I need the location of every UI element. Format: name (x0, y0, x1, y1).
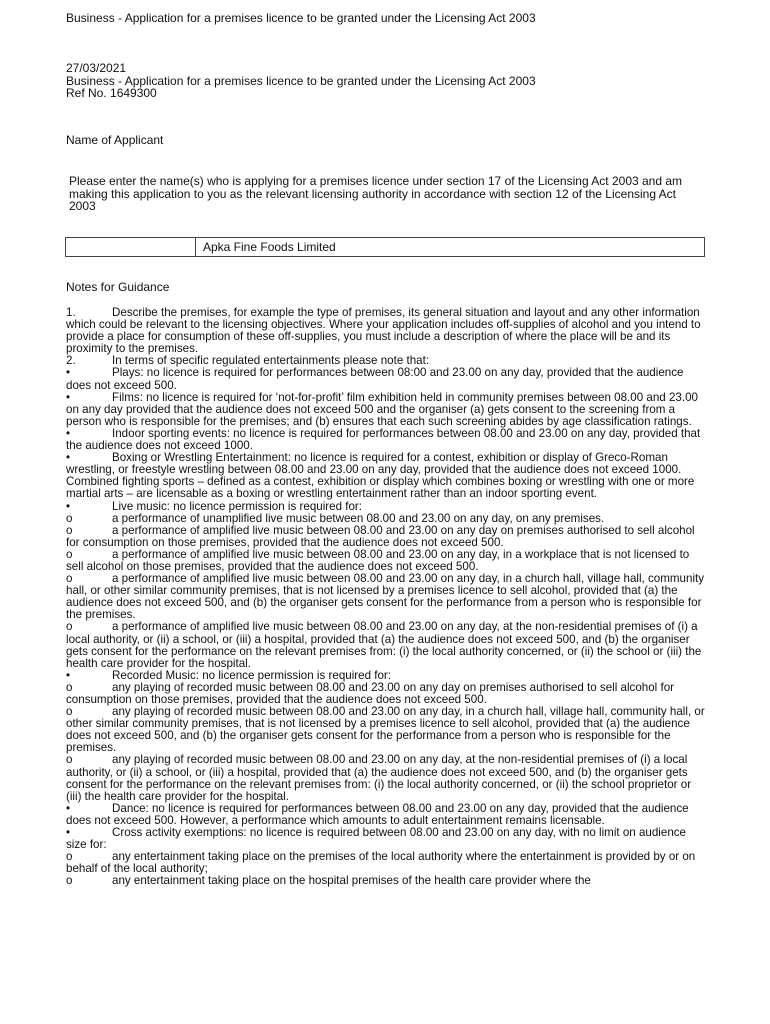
guidance-note-item (66, 367, 706, 391)
note-text: a performance of amplified live music between 08.00 and 23.00 on any day, in a workplace that is not licensed to sell alcohol on those premises, provided that the audience does not exceed 500. (66, 547, 690, 573)
note-text: any entertainment taking place on the premises of the local authority where the entertainment is provided by or on behalf of the local authority; (66, 850, 696, 876)
applicant-name-field (65, 237, 705, 257)
note-marker: 2. (66, 354, 76, 368)
note-marker: o (66, 874, 73, 888)
note-marker: o (66, 547, 73, 561)
guidance-note-item (66, 525, 706, 549)
note-text: Recorded Music: no licence permission is required for: (112, 668, 392, 682)
note-text: a performance of unamplified live music between 08.00 and 23.00 on any day, on any premises. (112, 511, 605, 525)
note-marker: • (66, 426, 71, 440)
note-text: any playing of recorded music between 08.00 and 23.00 on any day, in a church hall, village hall, community hall, or other similar community premises, that is not licensed by a premises licence to sell alcohol, provided that (a) the audience does not exceed 500, and (b) the organiser gets consent for the performance from a person who is responsible for the premises. (66, 705, 705, 755)
guidance-note-item (66, 307, 706, 355)
section-heading-notes: Notes for Guidance (66, 280, 170, 294)
reference-block (66, 62, 536, 100)
guidance-note-item (66, 754, 706, 802)
guidance-note-item (66, 621, 706, 669)
note-marker: • (66, 499, 71, 513)
note-text: Indoor sporting events: no licence is required for performances between 08.00 and 23.00 on any day, provided that the audience does not exceed 1000. (66, 426, 701, 453)
note-text: Dance: no licence is required for performances between 08.00 and 23.00 on any day, provided that the audience does not exceed 500. However, a performance which amounts to adult entertainment remains licensable. (66, 801, 689, 827)
note-marker: o (66, 523, 73, 537)
guidance-note-item (66, 452, 706, 500)
note-text: any playing of recorded music between 08.00 and 23.00 on any day, at the non-residential premises of (i) a local authority, or (ii) a school, or (iii) a hospital, provided that (a) the audience does not exceed 500, and (b) the organiser gets consent for the performance on the relevant premises from: (i) the local authority concerned, or (ii) the school proprietor or (iii) the health care provider for the hospital. (66, 753, 692, 803)
page-header-title: Business - Application for a premises licence to be granted under the Licensing Act 2003 (66, 11, 536, 25)
reference-number: Ref No. 1649300 (66, 86, 157, 100)
note-marker: • (66, 668, 71, 682)
note-marker: o (66, 572, 73, 586)
note-marker: • (66, 451, 71, 465)
guidance-note-item (66, 392, 706, 428)
note-text: Live music: no licence permission is required for: (112, 499, 363, 513)
note-marker: o (66, 753, 73, 767)
note-marker: • (66, 366, 71, 380)
note-marker: o (66, 620, 73, 634)
note-text: a performance of amplified live music between 08.00 and 23.00 on any day, at the non-residential premises of (i) a local authority, or (ii) a school, or (iii) a hospital, provided that (a) the audience does not exceed 500, and (b) the organiser gets consent for the performance on the relevant premises from: (i) the local authority concerned, or (ii) the school or (iii) the health care provider for the hospital. (66, 620, 702, 670)
note-text: Cross activity exemptions: no licence is required between 08.00 and 23.00 on any day, with no limit on audience size for: (66, 826, 687, 852)
guidance-note-item (66, 803, 706, 827)
note-marker: • (66, 801, 71, 815)
note-marker: o (66, 705, 73, 719)
guidance-note-item (66, 573, 706, 621)
note-text: In terms of specific regulated entertainments please note that: (112, 354, 430, 368)
applicant-instructions: Please enter the name(s) who is applying for a premises licence under section 17 of the Licensing Act 2003 and am making this application to you as the relevant licensing authority in accordance with section 12 of the Licensing Act 2003 (69, 174, 683, 213)
note-text: Describe the premises, for example the type of premises, its general situation and layout and any other information which could be relevant to the licensing objectives. Where your application includes off-supplies of alcohol and you intend to provide a place for consumption of these off-supplies, you must include a description of where the place will be and its proximity to the premises. (66, 306, 701, 356)
note-marker: o (66, 850, 73, 864)
note-text: Plays: no licence is required for performances between 08:00 and 23.00 on any day, provided that the audience does not exceed 500. (66, 366, 684, 392)
note-text: Boxing or Wrestling Entertainment: no licence is required for a contest, exhibition or display of Greco-Roman wrestling, or freestyle wrestling between 08.00 and 23.00 on any day, provided that the audience does not exceed 1000. Combined fighting sports – defined as a contest, exhibition or display which combines boxing or wrestling with one or more martial arts – are licensable as a boxing or wrestling entertainment rather than an indoor sporting event. (66, 451, 695, 501)
note-text: a performance of amplified live music between 08.00 and 23.00 on any day on premises authorised to sell alcohol for consumption on those premises, provided that the audience does not exceed 500. (66, 523, 695, 549)
guidance-note-item (66, 875, 706, 887)
note-text: Films: no licence is required for ‘not-for-profit’ film exhibition held in community premises between 08.00 and 23.00 on any day provided that the audience does not exceed 500 and the organiser (a) gets consent to the screening from a person who is responsible for the premises; and (b) ensures that each such screening abides by age classification ratings. (66, 390, 698, 428)
submission-date: 27/03/2021 (66, 61, 127, 75)
guidance-note-item (66, 706, 706, 754)
note-marker: o (66, 511, 73, 525)
note-text: any playing of recorded music between 08.00 and 23.00 on any day on premises authorised to sell alcohol for consumption on those premises, provided that the audience does not exceed 500. (66, 680, 675, 706)
note-marker: 1. (66, 306, 76, 319)
guidance-note-item (66, 851, 706, 875)
applicant-name-value: Apka Fine Foods Limited (203, 240, 336, 254)
guidance-note-item (66, 827, 706, 851)
note-text: any entertainment taking place on the hospital premises of the health care provider where the (112, 874, 591, 888)
note-marker: • (66, 826, 71, 840)
guidance-note-item (66, 549, 706, 573)
guidance-note-item (66, 682, 706, 706)
application-title: Business - Application for a premises licence to be granted under the Licensing Act 2003 (66, 73, 536, 88)
guidance-notes (66, 307, 706, 888)
note-text: a performance of amplified live music between 08.00 and 23.00 on any day, in a church hall, village hall, community hall, or other similar community premises, that is not licensed by a premises licence to sell alcohol, provided that (a) the audience does not exceed 500, and (b) the organiser gets consent for the performance from a person who is responsible for the premises. (66, 572, 705, 622)
note-marker: • (66, 390, 71, 404)
note-marker: o (66, 680, 73, 694)
applicant-name-label-cell (66, 238, 196, 256)
guidance-note-item (66, 428, 706, 452)
section-heading-applicant: Name of Applicant (66, 133, 164, 147)
